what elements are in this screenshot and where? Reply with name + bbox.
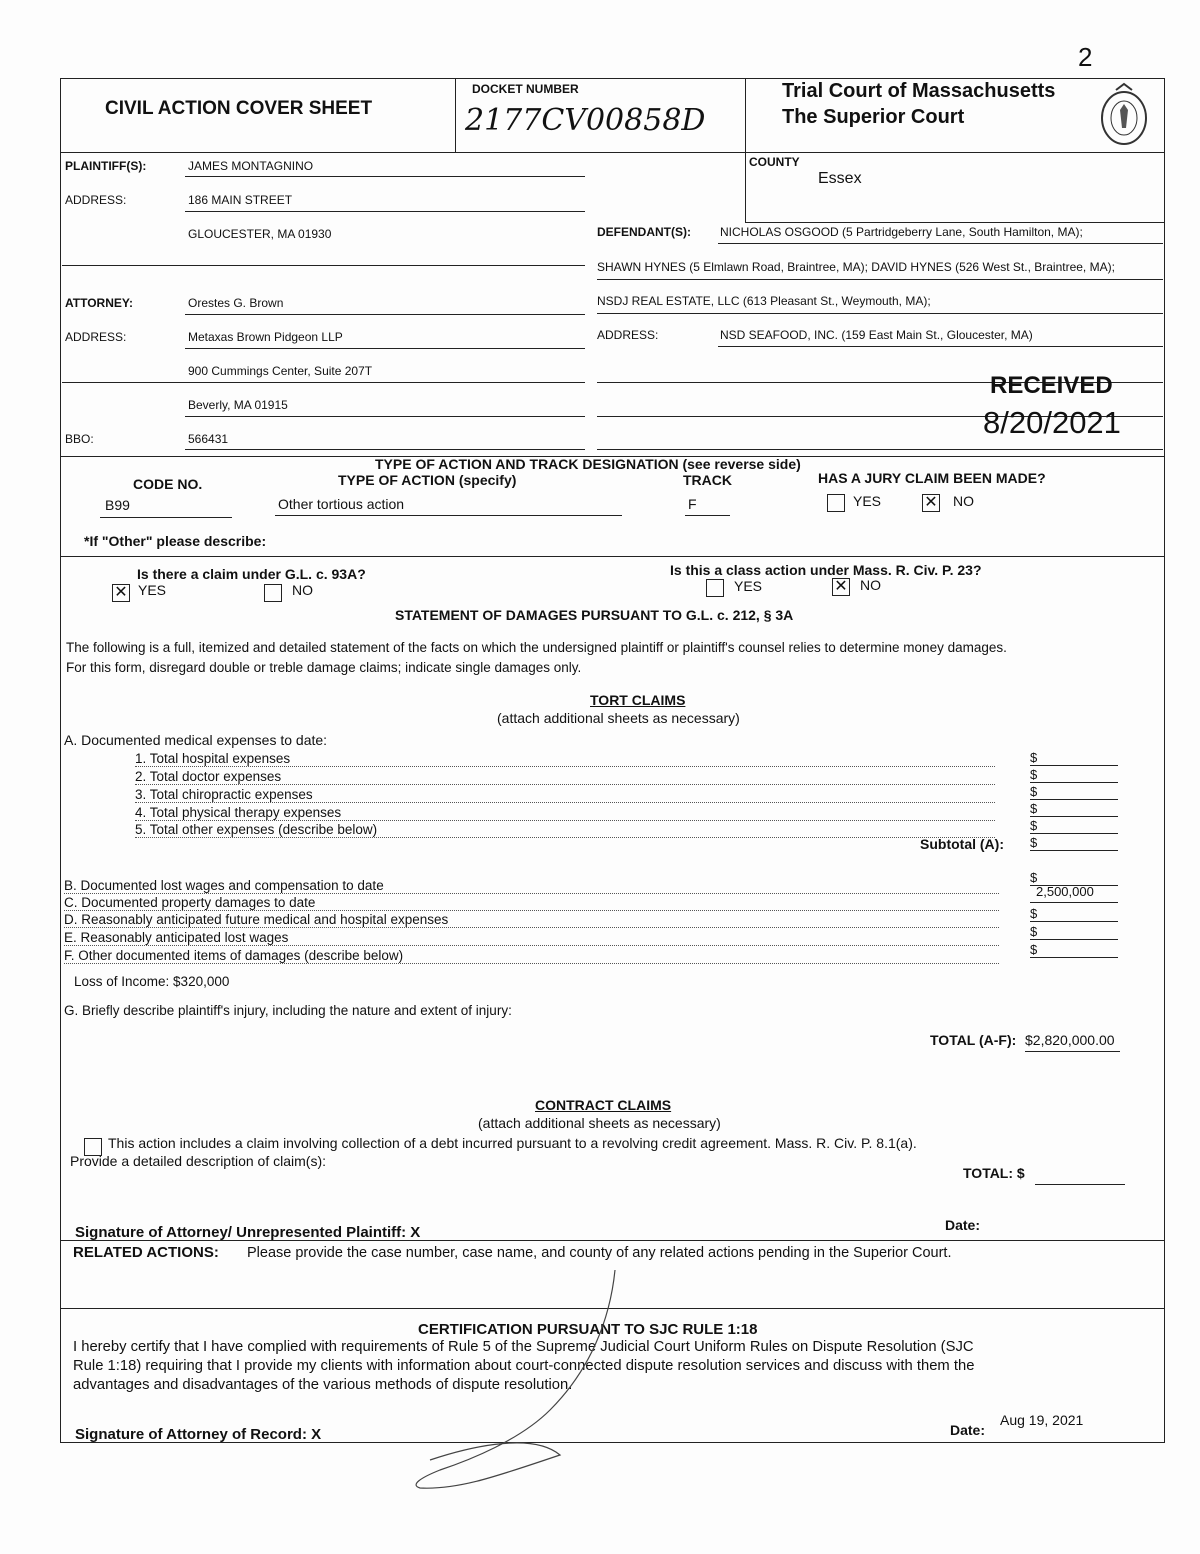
docket-number[interactable]: 2177CV00858D	[465, 103, 706, 138]
claim-93a-no-checkbox[interactable]	[264, 584, 282, 602]
defendant-line3[interactable]: NSDJ REAL ESTATE, LLC (613 Pleasant St., Weymouth, MA);	[597, 294, 931, 308]
item-f-amount[interactable]: $	[1030, 942, 1118, 958]
related-actions-text: Please provide the case number, case name, and county of any related actions pending in the Superior Court.	[247, 1245, 952, 1261]
class-action-yes-label: YES	[734, 578, 763, 594]
plaintiff-name[interactable]: JAMES MONTAGNINO	[188, 159, 314, 173]
other-damages-note[interactable]: Loss of Income: $320,000	[74, 974, 230, 989]
defendant-address-label: ADDRESS:	[597, 328, 659, 342]
class-action-no-label: NO	[860, 577, 881, 593]
a-item-2: 2. Total doctor expenses	[135, 769, 995, 785]
a-item-1-amount[interactable]: $	[1030, 750, 1118, 766]
court-division: The Superior Court	[782, 106, 965, 128]
attorney-address2[interactable]: 900 Cummings Center, Suite 207T	[188, 364, 373, 378]
other-describe-label: *If "Other" please describe:	[84, 533, 267, 549]
received-date: 8/20/2021	[983, 405, 1121, 440]
certification-date-label: Date:	[950, 1422, 986, 1438]
action-heading: TYPE OF ACTION AND TRACK DESIGNATION (see reverse side)	[375, 456, 801, 472]
tort-heading: TORT CLAIMS	[590, 692, 686, 708]
county-label: COUNTY	[749, 155, 800, 169]
item-c: C. Documented property damages to date	[64, 895, 999, 911]
claim-93a-no-label: NO	[292, 582, 313, 598]
medical-expenses-label: A. Documented medical expenses to date:	[64, 732, 328, 748]
class-action-question: Is this a class action under Mass. R. Civ. P. 23?	[670, 562, 982, 578]
a-item-4-amount[interactable]: $	[1030, 801, 1118, 817]
total-a-f-value[interactable]: $2,820,000.00	[1025, 1032, 1115, 1048]
court-name: Trial Court of Massachusetts	[782, 80, 1056, 102]
total-a-f-label: TOTAL (A-F):	[930, 1032, 1017, 1048]
contract-total-label: TOTAL: $	[963, 1165, 1025, 1181]
attorney-label: ATTORNEY:	[65, 296, 133, 310]
certification-line3: advantages and disadvantages of the various methods of dispute resolution.	[73, 1377, 573, 1393]
bbo-number[interactable]: 566431	[188, 432, 229, 446]
damages-heading: STATEMENT OF DAMAGES PURSUANT TO G.L. c. 212, § 3A	[395, 607, 794, 623]
subtotal-amount[interactable]: $	[1030, 835, 1118, 851]
subtotal-label: Subtotal (A):	[920, 836, 1004, 852]
code-value[interactable]: B99	[105, 497, 130, 513]
defendant-line4[interactable]: NSD SEAFOOD, INC. (159 East Main St., Gloucester, MA)	[720, 328, 1033, 342]
type-value[interactable]: Other tortious action	[278, 496, 405, 512]
item-b-currency: $	[1030, 870, 1118, 886]
jury-yes-label: YES	[853, 493, 882, 509]
form-title: CIVIL ACTION COVER SHEET	[105, 98, 373, 119]
jury-no-checkbox[interactable]: ✕	[922, 494, 940, 512]
a-item-5-amount[interactable]: $	[1030, 818, 1118, 834]
certification-heading: CERTIFICATION PURSUANT TO SJC RULE 1:18	[418, 1321, 758, 1338]
contract-heading: CONTRACT CLAIMS	[535, 1097, 672, 1113]
revolving-credit-text: This action includes a claim involving collection of a debt incurred pursuant to a revolving credit agreement. Mass. R. Civ. P. 8.1(a).	[108, 1135, 917, 1151]
attorney-signature-label: Signature of Attorney/ Unrepresented Plaintiff: X	[75, 1224, 421, 1241]
jury-no-label: NO	[953, 493, 974, 509]
docket-label: DOCKET NUMBER	[472, 82, 579, 96]
contract-description-label: Provide a detailed description of claim(s):	[70, 1153, 327, 1169]
defendant-label: DEFENDANT(S):	[597, 225, 691, 239]
county-value[interactable]: Essex	[818, 170, 862, 187]
class-action-no-checkbox[interactable]: ✕	[832, 578, 850, 596]
a-item-3-amount[interactable]: $	[1030, 784, 1118, 800]
certification-date[interactable]: Aug 19, 2021	[1000, 1412, 1084, 1428]
injury-description-label: G. Briefly describe plaintiff's injury, including the nature and extent of injury:	[64, 1003, 512, 1018]
plaintiff-address1[interactable]: 186 MAIN STREET	[188, 193, 293, 207]
a-item-4: 4. Total physical therapy expenses	[135, 805, 995, 821]
attorney-address-label: ADDRESS:	[65, 330, 127, 344]
track-value[interactable]: F	[688, 496, 697, 512]
item-b: B. Documented lost wages and compensation to date	[64, 878, 999, 894]
handwritten-signature	[400, 1260, 640, 1500]
plaintiff-label: PLAINTIFF(S):	[65, 159, 147, 173]
item-b-amount[interactable]: 2,500,000	[1036, 884, 1094, 899]
attorney-of-record-signature-label: Signature of Attorney of Record: X	[75, 1426, 322, 1443]
jury-yes-checkbox[interactable]	[827, 494, 845, 512]
signature-date-label: Date:	[945, 1217, 981, 1233]
type-label: TYPE OF ACTION (specify)	[338, 472, 517, 488]
certification-line2: Rule 1:18) requiring that I provide my clients with information about court-connected dispute resolution services and discuss with them the	[73, 1358, 975, 1374]
claim-93a-yes-label: YES	[138, 582, 167, 598]
jury-label: HAS A JURY CLAIM BEEN MADE?	[818, 470, 1046, 486]
a-item-2-amount[interactable]: $	[1030, 767, 1118, 783]
attorney-address3[interactable]: Beverly, MA 01915	[188, 398, 288, 412]
attorney-address1[interactable]: Metaxas Brown Pidgeon LLP	[188, 330, 343, 344]
defendant-line2[interactable]: SHAWN HYNES (5 Elmlawn Road, Braintree, MA); DAVID HYNES (526 West St., Braintree, MA);	[597, 260, 1115, 274]
a-item-5: 5. Total other expenses (describe below)	[135, 822, 995, 838]
attorney-name[interactable]: Orestes G. Brown	[188, 296, 284, 310]
damages-paragraph-2: For this form, disregard double or treble damage claims; indicate single damages only.	[66, 660, 582, 675]
defendant-line1[interactable]: NICHOLAS OSGOOD (5 Partridgeberry Lane, South Hamilton, MA);	[720, 225, 1083, 239]
massachusetts-seal-icon	[1098, 82, 1150, 148]
item-d: D. Reasonably anticipated future medical and hospital expenses	[64, 912, 999, 928]
claim-93a-yes-checkbox[interactable]: ✕	[112, 584, 130, 602]
class-action-yes-checkbox[interactable]	[706, 579, 724, 597]
bbo-label: BBO:	[65, 432, 94, 446]
a-item-1: 1. Total hospital expenses	[135, 751, 995, 767]
track-label: TRACK	[683, 472, 732, 488]
page-number: 2	[1078, 42, 1093, 72]
received-stamp: RECEIVED	[990, 372, 1113, 399]
damages-paragraph-1: The following is a full, itemized and detailed statement of the facts on which the undersigned plaintiff or plaintiff's counsel relies to determine money damages.	[66, 640, 1007, 655]
item-e: E. Reasonably anticipated lost wages	[64, 930, 999, 946]
contract-note: (attach additional sheets as necessary)	[478, 1115, 721, 1131]
tort-note: (attach additional sheets as necessary)	[497, 710, 740, 726]
claim-93a-question: Is there a claim under G.L. c. 93A?	[137, 566, 366, 582]
code-label: CODE NO.	[133, 476, 203, 492]
item-e-amount[interactable]: $	[1030, 924, 1118, 940]
certification-line1: I hereby certify that I have complied with requirements of Rule 5 of the Supreme Judicial Court Uniform Rules on Dispute Resolution (SJC	[73, 1339, 974, 1355]
plaintiff-address2[interactable]: GLOUCESTER, MA 01930	[188, 227, 332, 241]
a-item-3: 3. Total chiropractic expenses	[135, 787, 995, 803]
related-actions-label: RELATED ACTIONS:	[73, 1244, 219, 1261]
item-f: F. Other documented items of damages (describe below)	[64, 948, 999, 964]
item-d-amount[interactable]: $	[1030, 906, 1118, 922]
plaintiff-address-label: ADDRESS:	[65, 193, 127, 207]
